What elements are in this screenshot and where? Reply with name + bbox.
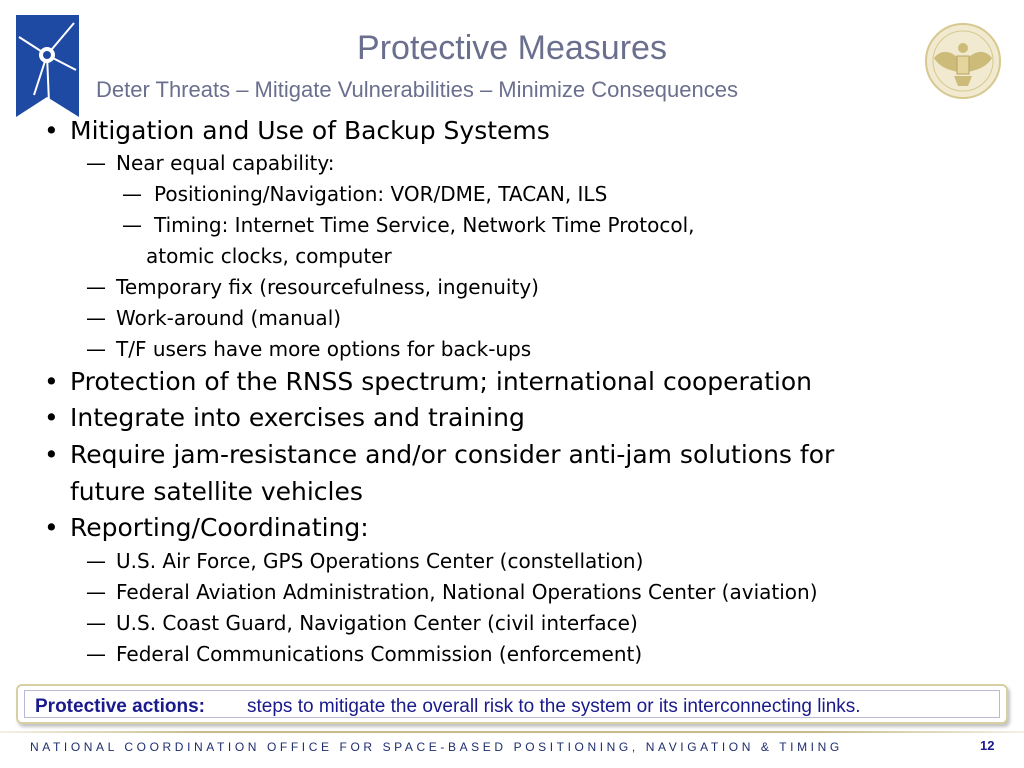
dash-marker: — — [86, 275, 106, 299]
callout-label: Protective actions: — [35, 696, 205, 717]
bullet-item: Reporting/Coordinating: — [70, 513, 369, 542]
sub-bullet-item: Near equal capability: — [116, 151, 335, 175]
bullet-continuation: future satellite vehicles — [70, 477, 363, 506]
sub-bullet-item: Temporary fix (resourcefulness, ingenuity) — [116, 275, 539, 299]
bullet-item: Require jam-resistance and/or consider anti-jam solutions for — [70, 440, 835, 469]
footer-divider — [0, 731, 1024, 733]
bullet-marker: • — [44, 440, 59, 469]
dash-marker: — — [122, 213, 142, 237]
page-subtitle: Deter Threats – Mitigate Vulnerabilities – Minimize Consequences — [96, 77, 738, 102]
sub-bullet-item: Federal Communications Commission (enforcement) — [116, 642, 643, 666]
footer-org-name: NATIONAL COORDINATION OFFICE FOR SPACE-BASED POSITIONING, NAVIGATION & TIMING — [30, 740, 843, 754]
bullet-marker: • — [44, 367, 59, 396]
dash-marker: — — [86, 306, 106, 330]
sub-bullet-item: T/F users have more options for back-ups — [116, 337, 532, 361]
sub-bullet-item: U.S. Coast Guard, Navigation Center (civil interface) — [116, 611, 638, 635]
page-number: 12 — [980, 738, 995, 753]
callout-text: steps to mitigate the overall risk to the system or its interconnecting links. — [247, 696, 861, 717]
bullet-marker: • — [44, 513, 59, 542]
sub-sub-bullet-continuation: atomic clocks, computer — [146, 244, 392, 268]
dash-marker: — — [86, 337, 106, 361]
dash-marker: — — [86, 611, 106, 635]
dash-marker: — — [86, 549, 106, 573]
bullet-item: Protection of the RNSS spectrum; international cooperation — [70, 367, 813, 396]
dash-marker: — — [86, 642, 106, 666]
bullet-item: Mitigation and Use of Backup Systems — [70, 116, 550, 145]
dash-marker: — — [122, 182, 142, 206]
sub-bullet-item: Work-around (manual) — [116, 306, 342, 330]
sub-sub-bullet-item: Positioning/Navigation: VOR/DME, TACAN, ILS — [154, 182, 608, 206]
bullet-marker: • — [44, 116, 59, 145]
bullet-item: Integrate into exercises and training — [70, 403, 525, 432]
eagle-seal-icon — [924, 22, 1002, 100]
callout-box — [16, 684, 1008, 724]
page-title: Protective Measures — [357, 29, 667, 67]
sub-bullet-item: Federal Aviation Administration, National Operations Center (aviation) — [116, 580, 818, 604]
dash-marker: — — [86, 580, 106, 604]
sub-bullet-item: U.S. Air Force, GPS Operations Center (constellation) — [116, 549, 644, 573]
bullet-marker: • — [44, 403, 59, 432]
sub-sub-bullet-item: Timing: Internet Time Service, Network Time Protocol, — [154, 213, 695, 237]
dash-marker: — — [86, 151, 106, 175]
callout-inner — [24, 690, 1000, 718]
